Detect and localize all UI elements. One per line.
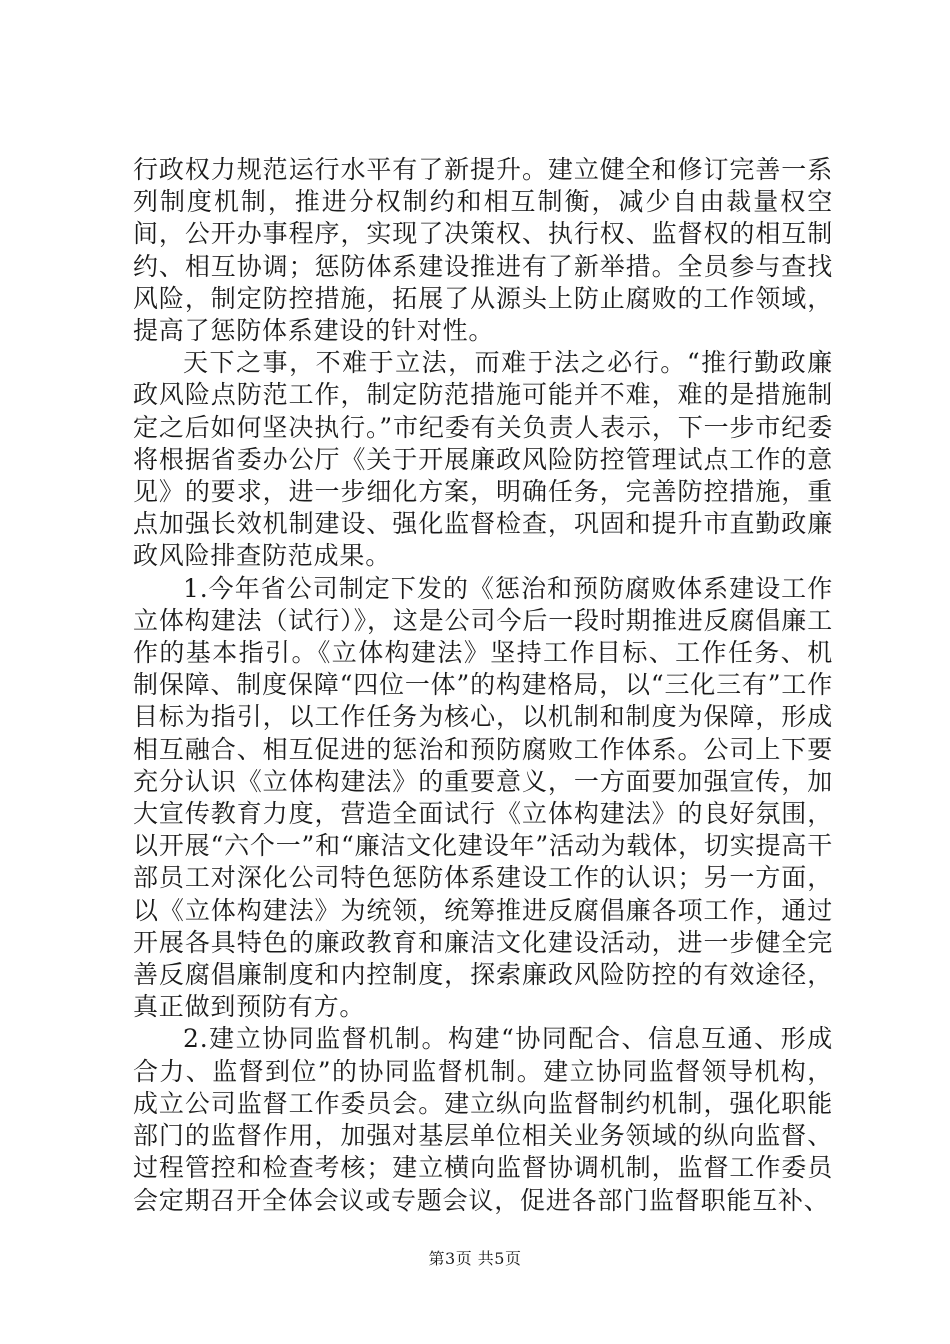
paragraph-4: 2.建立协同监督机制。构建“协同配合、信息互通、形成合力、监督到位”的协同监督机制。建立协同监督领导机构，成立公司监督工作委员会。建立纵向监督制约机制，强化职能部门的监督作用，加强对基层单位相关业务领域的纵向监督、过程管控和检查考核；建立横向监督协调机制，监督工作委员会定期召开全体会议或专题会议，促进各部门监督职能互补、 (133, 1024, 833, 1215)
page-number-footer: 第3页 共5页 (428, 1249, 522, 1268)
paragraph-1: 行政权力规范运行水平有了新提升。建立健全和修订完善一系列制度机制，推进分权制约和相互制衡，减少自由裁量权空间，公开办事程序，实现了决策权、执行权、监督权的相互制约、相互协调；惩防体系建设推进有了新举措。全员参与查找风险，制定防控措施，拓展了从源头上防止腐败的工作领域，提高了惩防体系建设的针对性。 (133, 155, 833, 346)
paragraph-2: 天下之事，不难于立法，而难于法之必行。“推行勤政廉政风险点防范工作，制定防范措施可能并不难，难的是措施制定之后如何坚决执行。”市纪委有关负责人表示，下一步市纪委将根据省委办公厅《关于开展廉政风险防控管理试点工作的意见》的要求，进一步细化方案，明确任务，完善防控措施，重点加强长效机制建设、强化监督检查，巩固和提升市直勤政廉政风险排查防范成果。 (133, 348, 833, 571)
paragraph-3: 1.今年省公司制定下发的《惩治和预防腐败体系建设工作立体构建法（试行）》，这是公司今后一段时期推进反腐倡廉工作的基本指引。《立体构建法》坚持工作目标、工作任务、机制保障、制度保障“四位一体”的构建格局，以“三化三有”工作目标为指引，以工作任务为核心，以机制和制度为保障，形成相互融合、相互促进的惩治和预防腐败工作体系。公司上下要充分认识《立体构建法》的重要意义，一方面要加强宣传，加大宣传教育力度，营造全面试行《立体构建法》的良好氛围，以开展“六个一”和“廉洁文化建设年”活动为载体，切实提高干部员工对深化公司特色惩防体系建设工作的认识；另一方面，以《立体构建法》为统领，统筹推进反腐倡廉各项工作，通过开展各具特色的廉政教育和廉洁文化建设活动，进一步健全完善反腐倡廉制度和内控制度，探索廉政风险防控的有效途径，真正做到预防有方。 (133, 573, 833, 1022)
document-body (133, 154, 833, 1217)
